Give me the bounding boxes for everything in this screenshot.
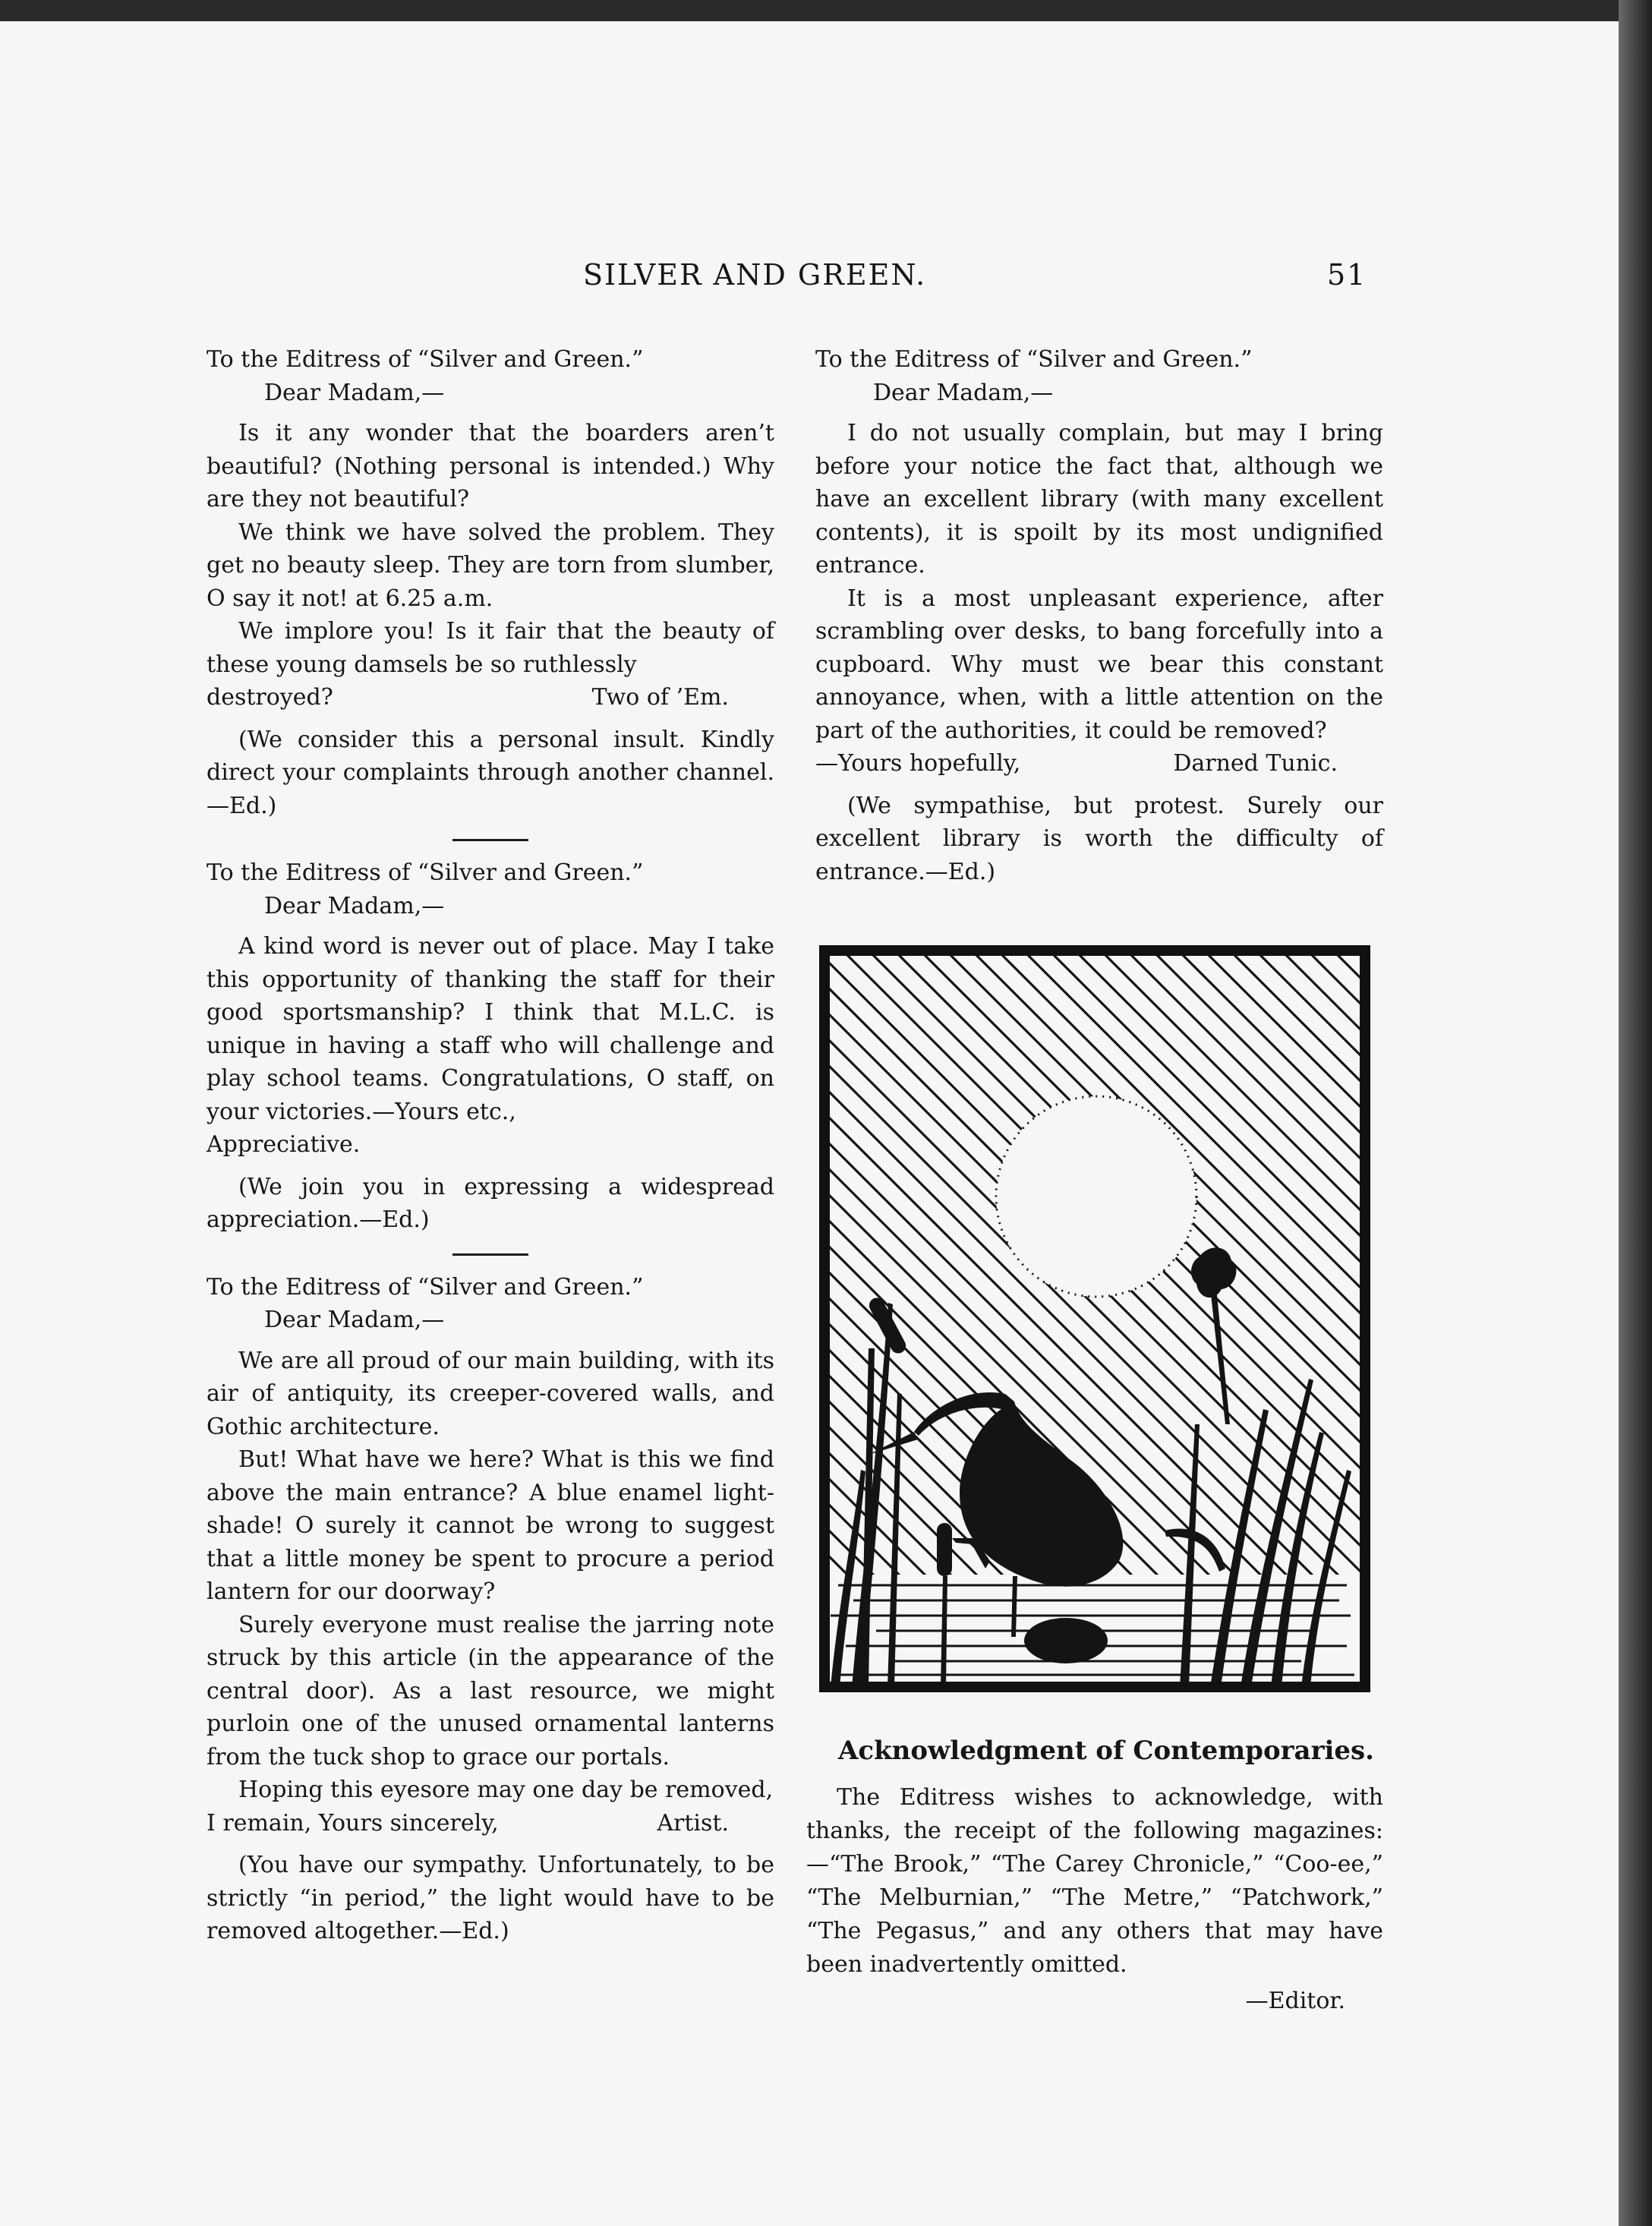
letter-paragraph: A kind word is never out of place. May I take this opportunity of thanking the staff for their good sportsmanship? I think that M.L.C. is unique in having a staff who will challenge and play school teams. Congratulations, O staff, on your victories.—Yours etc., [206,933,774,1125]
letter-last-line: I remain, Yours sincerely, [206,1809,499,1837]
letter-paragraph: I do not usually complain, but may I bring before your notice the fact that, although we have an excellent library (with many excellent contents), it is spoilt by its most undignified entrance. [815,420,1383,579]
letter-paragraph: We are all proud of our main building, with its air of antiquity, its creeper-covered walls, and Gothic architecture. [206,1347,774,1440]
letter-signature: Artist. [657,1809,729,1837]
letter-address: To the Editress of “Silver and Green.” [206,346,644,373]
page-edge-shadow [1619,0,1652,2226]
letter-paragraph: Is it any wonder that the boarders aren’t beautiful? (Nothing personal is intended.) Why are they not beautiful? [206,420,774,512]
acknowledgment-body: The Editress wishes to acknowledge, with thanks, the receipt of the following magazines: —“The Brook,” “The Carey Chronicle,” “Coo-ee,” “The Melburnian,” “The Metre,” “Patchwork,” “The Pegasus,” and any others that may have been inadvertently omitted. [806,1784,1383,1978]
letter-last-line: —Yours hopefully, [815,750,1021,777]
letter-last-line: destroyed? [206,684,333,711]
letter-paragraph: We implore you! Is it fair that the beauty of these young damsels be so ruthlessly [206,618,774,678]
letter-address: To the Editress of “Silver and Green.” [815,346,1253,373]
moon-circle [996,1096,1196,1297]
letter-salutation: Dear Madam,— [264,379,445,406]
letter-salutation: Dear Madam,— [873,379,1054,406]
letter-library [815,343,1383,888]
heron-illustration [815,938,1374,1698]
editor-note: (We consider this a personal insult. Kindly direct your complaints through another channel.—Ed.) [206,726,774,819]
letter-closing-row [206,681,774,714]
left-column [206,343,774,1956]
heron-reflection [1024,1618,1108,1663]
letter-paragraph: But! What have we here? What is this we find above the main entrance? A blue enamel light-shade! O surely it cannot be wrong to suggest that a little money be spent to procure a period lantern for our doorway? [206,1446,774,1605]
letter-address: To the Editress of “Silver and Green.” [206,859,644,886]
acknowledgment-section [806,1781,1383,2018]
letter-salutation: Dear Madam,— [264,892,445,919]
letter-closing-row [206,1807,774,1840]
letter-boarders [206,343,774,822]
letter-paragraph: We think we have solved the problem. They get no beauty sleep. They are torn from slumber, O say it not! at 6.25 a.m. [206,519,774,612]
letter-salutation: Dear Madam,— [264,1307,445,1333]
page-number: 51 [1327,258,1367,292]
section-divider [452,1253,528,1256]
acknowledgment-heading: Acknowledgment of Contemporaries. [838,1736,1375,1766]
letter-paragraph: It is a most unpleasant experience, after scrambling over desks, to bang forcefully into a cupboard. Why must we bear this constant annoyance, when, with a little attention on the part of the authorities, it could be removed? [815,585,1383,744]
editor-note: (You have our sympathy. Unfortunately, to be strictly “in period,” the light would have to be removed altogether.—Ed.) [206,1852,774,1944]
letter-paragraph: Hoping this eyesore may one day be removed, [238,1777,774,1803]
acknowledgment-signature: —Editor. [1245,1988,1345,2014]
letter-paragraph: Surely everyone must realise the jarring note struck by this article (in the appearance of the central door). As a last resource, we might purloin one of the unused ornamental lanterns from the tuck shop to grace our portals. [206,1611,774,1770]
right-column [815,343,1383,896]
editor-note: (We sympathise, but protest. Surely our excellent library is worth the difficulty of entrance.—Ed.) [815,792,1383,885]
letter-signature: Appreciative. [206,1131,361,1158]
editor-note: (We join you in expressing a widespread appreciation.—Ed.) [206,1173,774,1233]
letter-signature: Darned Tunic. [1173,750,1338,777]
letter-closing-row [815,747,1383,780]
letter-lantern [206,1271,774,1948]
section-divider [452,839,528,841]
heron-linocut-image [815,938,1374,1698]
page-title: SILVER AND GREEN. [583,258,927,292]
letter-signature: Two of ’Em. [591,684,729,711]
magazine-page [0,21,1620,2226]
letter-address: To the Editress of “Silver and Green.” [206,1273,644,1301]
letter-staff [206,856,774,1237]
